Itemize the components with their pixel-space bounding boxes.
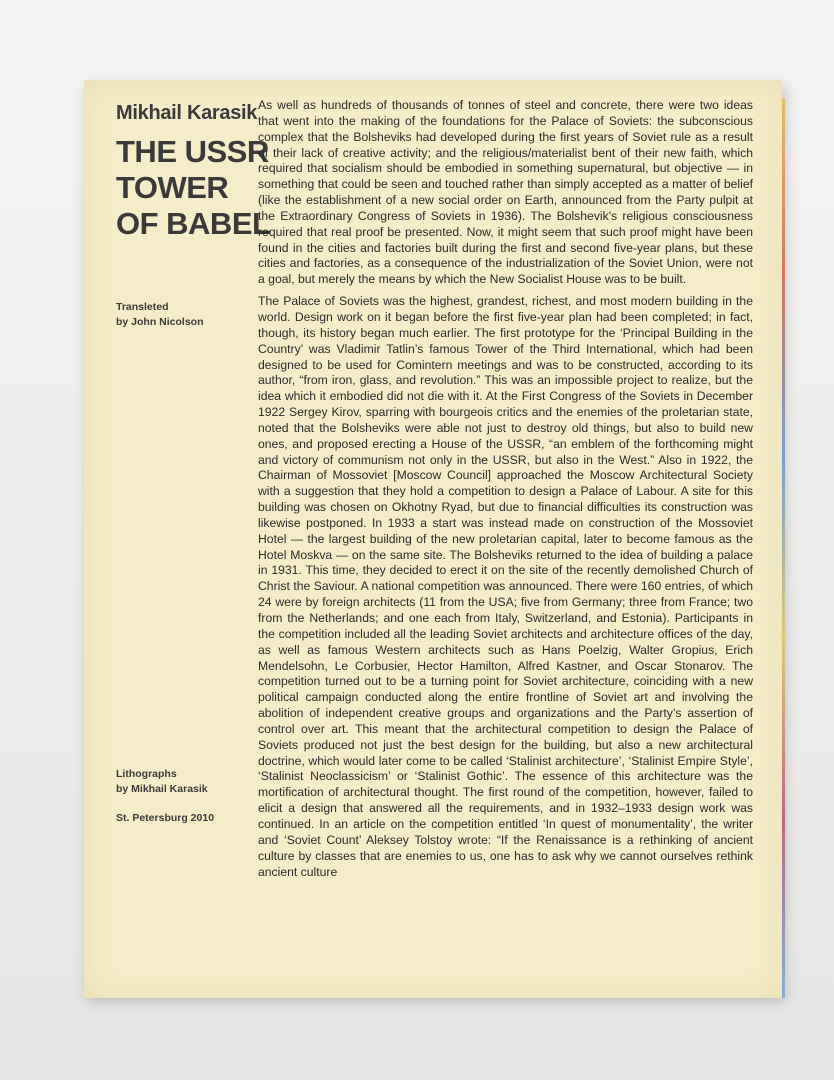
title-line: THE USSR [116,134,269,169]
translator-name: by John Nicolson [116,316,204,328]
lithographs-artist: by Mikhail Karasik [116,783,208,795]
lithographs-label: Lithographs [116,768,177,780]
lithographs-credit [116,767,208,797]
book-title [116,134,270,242]
translator-label: Transleted [116,301,169,313]
author-name: Mikhail Karasik [116,102,258,124]
book-page [84,80,782,998]
paragraph: The Palace of Soviets was the highest, grandest, richest, and most modern building in the world. Design work on it began before the first five-year plan had been completed; in fact, though, its history began much earlier. The first prototype for the ‘Principal Building in the Country’ was Vladimir Tatlin’s famous Tower of the Third International, which had been designed to be used for Comintern meetings and was to be constructed, according to its author, “from iron, glass, and revolution.” This was an impossible project to realize, but the idea which it embodied did not die with it. At the First Congress of the Soviets in December 1922 Sergey Kirov, sparring with bourgeois critics and the enemies of the proletarian state, noted that the Bolsheviks were able not just to destroy old things, but also to build new ones, and proposed erecting a House of the USSR, “an emblem of the forthcoming might and victory of communism not only in the USSR, but also in the West.” Also in 1922, the Chairman of Mossoviet [Moscow Council] approached the Moscow Architectural Society with a suggestion that they hold a competition to design a Palace of Labour. A site for this building was chosen on Okhotny Ryad, but due to financial difficulties its construction was likewise postponed. In 1933 a start was instead made on construction of the Mossoviet Hotel — the largest building of the new proletarian capital, later to become famous as the Hotel Moskva — on the same site. The Bolsheviks returned to the idea of building a palace in 1931. This time, they decided to erect it on the site of the recently demolished Church of Christ the Saviour. A national competition was announced. There were 160 entries, of which 24 were by foreign architects (11 from the USA; five from Germany; three from France; two from the Netherlands; and one each from Italy, Switzerland, and Estonia). Participants in the competition included all the leading Soviet architects and architecture offices of the day, as well as famous Western architects such as Hans Poelzig, Walter Gropius, Erich Mendelsohn, Le Corbusier, Hector Hamilton, Alfred Kastner, and Oscar Stonarov. The competition turned out to be a turning point for Soviet architecture, coinciding with a new political campaign conducted along the entire frontline of Soviet art and involving the abolition of independent creative groups and organizations and the Party’s assertion of control over art. This meant that the architectural competition to design the Palace of Soviets produced not just the best design for the building, but also a new architectural doctrine, which would later come to be called ‘Stalinist architecture’, ‘Stalinist Empire Style’, ‘Stalinist Neoclassicism’ or ‘Stalinist Gothic’. The essence of this architecture was the mortification of architectural thought. The first round of the competition, however, failed to elicit a design that answered all the requirements, and in 1932–1933 design work was continued. In an article on the competition entitled ‘In quest of monumentality’, the writer and ‘Soviet Count’ Aleksey Tolstoy wrote: “If the Renaissance is a rethinking of ancient culture by classes that are enemies to us, one has to ask why we cannot ourselves rethink ancient culture [258,294,753,879]
place-date [116,811,214,826]
place-date-text: St. Petersburg 2010 [116,812,215,824]
title-line: OF BABEL [116,206,271,241]
body-text [258,98,753,886]
paragraph: As well as hundreds of thousands of tonnes of steel and concrete, there were two ideas that went into the making of the foundations for the Palace of Soviets: the subconscious complex that the Bolsheviks had developed during the first years of Soviet rule as a result of their lack of creative activity; and the religious/materialist bent of their new faith, which required that socialism should be embodied in something supernatural, but objective — in something that could be seen and touched rather than simply accepted as a matter of belief (like the establishment of a new social order on Earth, announced from the Party pulpit at the Extraordinary Congress of Soviets in 1936). The Bolshevik's religious consciousness required that real proof be presented. Now, it might seem that such proof might have been found in the cities and factories built during the first and second five-year plans, but these cities and factories, as a consequence of the industrialization of the Soviet Union, were not a goal, but merely the means by which the New Socialist House was to be built. [258,98,753,287]
translator-credit [116,300,204,330]
title-line: TOWER [116,170,229,205]
